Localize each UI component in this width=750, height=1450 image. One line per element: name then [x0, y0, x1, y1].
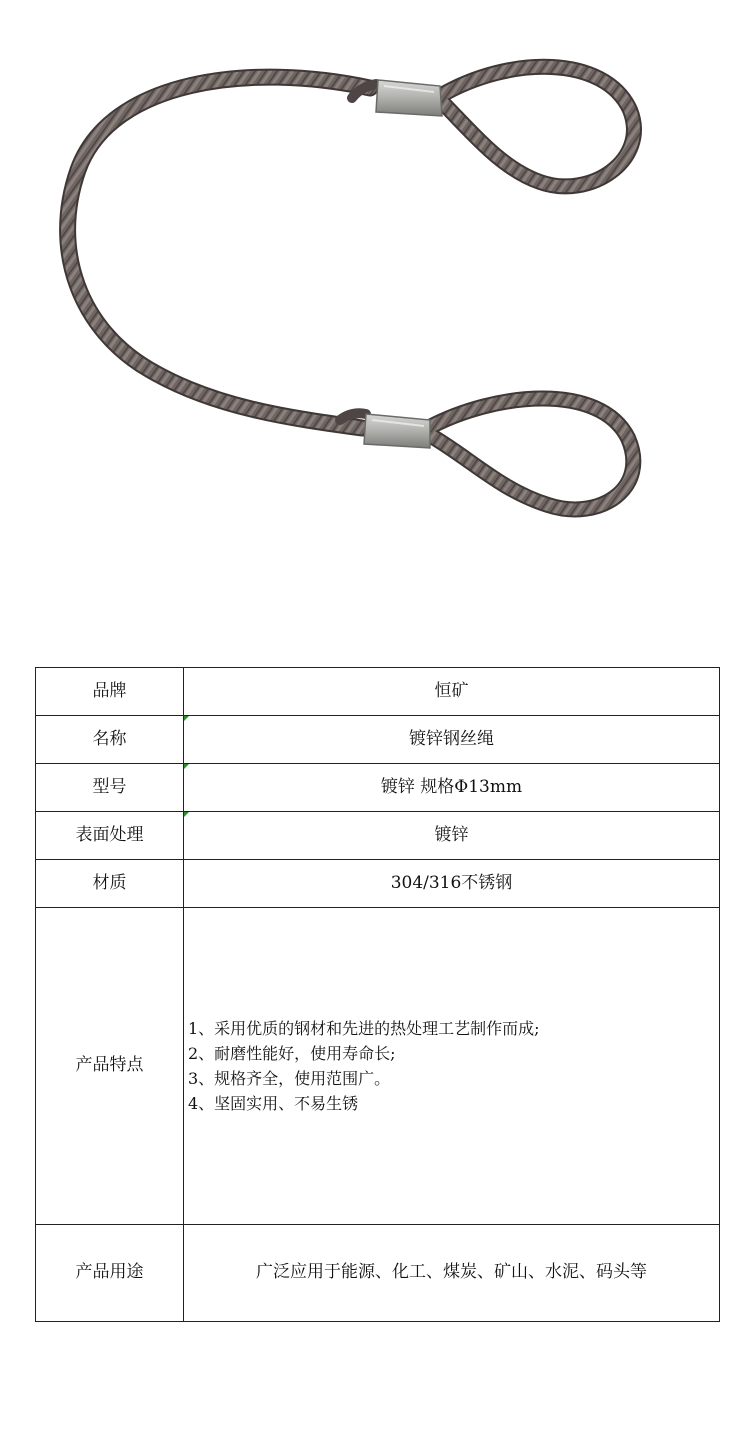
feature-item: 4、坚固实用、不易生锈 [188, 1094, 359, 1113]
model-value-text: 镀锌 规格Φ13mm [380, 776, 523, 797]
top-sleeve [376, 80, 442, 116]
surface-value [184, 812, 720, 860]
name-value [184, 716, 720, 764]
spec-row-material [36, 860, 720, 908]
brand-label: 品牌 [36, 668, 184, 716]
cell-marker [184, 764, 189, 769]
cell-marker [184, 812, 189, 817]
feature-item: 3、规格齐全，使用范围广。 [188, 1069, 391, 1088]
cell-marker [184, 716, 189, 721]
spec-row-brand [36, 668, 720, 716]
material-value: 304/316不锈钢 [184, 860, 720, 908]
usage-value: 广泛应用于能源、化工、煤炭、矿山、水泥、码头等 [184, 1225, 720, 1322]
bottom-sleeve [364, 414, 430, 448]
feature-item: 2、耐磨性能好，使用寿命长; [188, 1044, 396, 1063]
features-label: 产品特点 [36, 908, 184, 1225]
spec-row-name [36, 716, 720, 764]
spec-row-model [36, 764, 720, 812]
model-value [184, 764, 720, 812]
surface-label: 表面处理 [36, 812, 184, 860]
name-value-text: 镀锌钢丝绳 [409, 728, 494, 749]
feature-item: 1、采用优质的钢材和先进的热处理工艺制作而成; [188, 1019, 540, 1038]
brand-value: 恒矿 [184, 668, 720, 716]
name-label: 名称 [36, 716, 184, 764]
usage-label: 产品用途 [36, 1225, 184, 1322]
surface-value-text: 镀锌 [434, 824, 469, 845]
features-list [184, 908, 720, 1225]
spec-row-surface [36, 812, 720, 860]
spec-row-usage [36, 1225, 720, 1322]
rope-body [68, 67, 634, 510]
spec-row-features [36, 908, 720, 1225]
model-label: 型号 [36, 764, 184, 812]
material-label: 材质 [36, 860, 184, 908]
wire-rope-sling-image [0, 0, 750, 640]
spec-table [35, 667, 720, 1322]
